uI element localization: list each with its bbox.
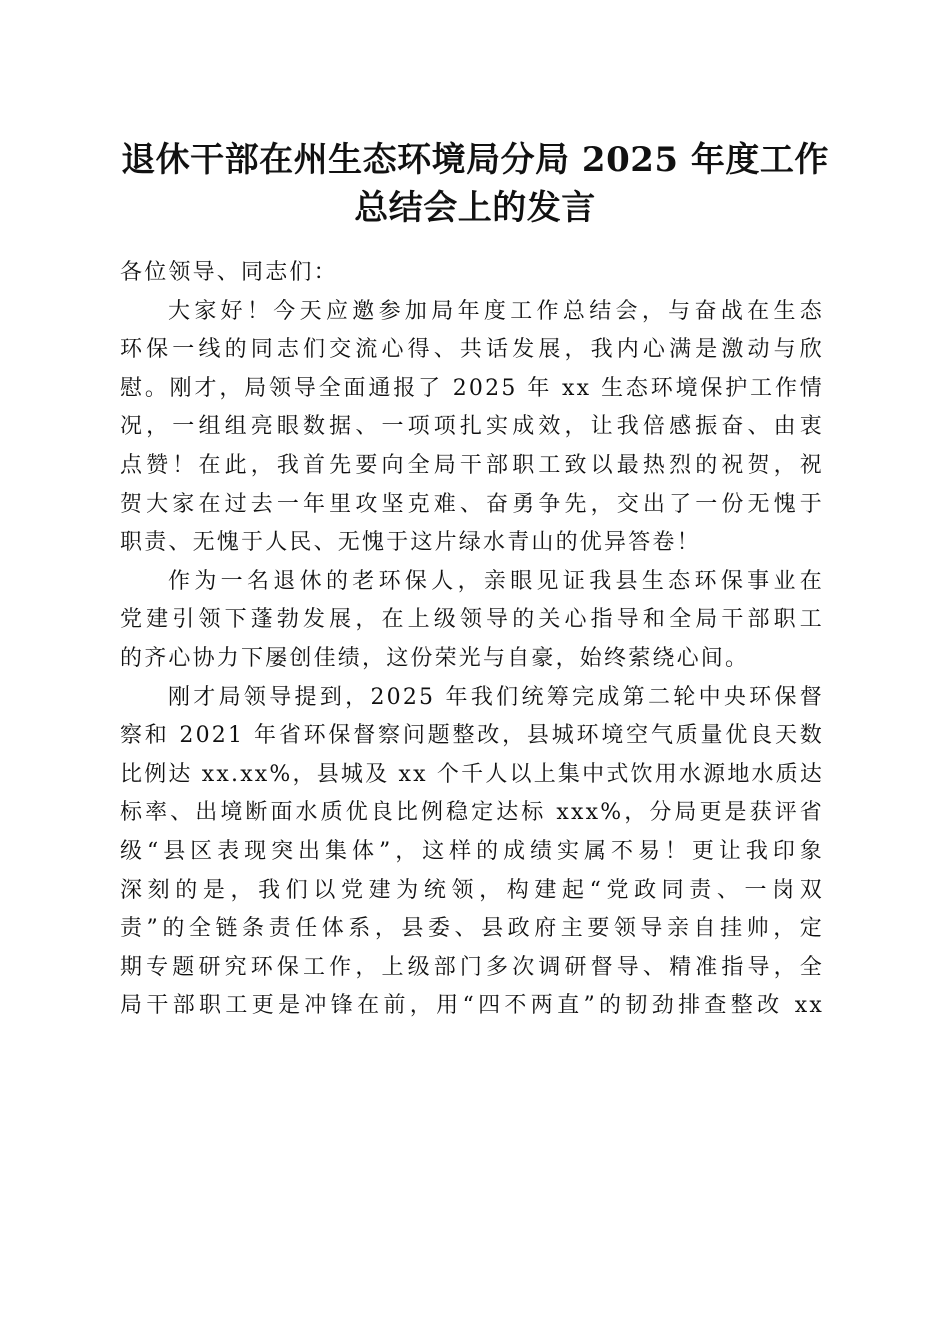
paragraph-line: 环保一线的同志们交流心得、共话发展，我内心满是激动与欣: [120, 337, 824, 363]
paragraph-line: 局干部职工更是冲锋在前，用“四不两直”的韧劲排查整改 xx: [120, 993, 824, 1019]
paragraph-line: 党建引领下蓬勃发展，在上级领导的关心指导和全局干部职工: [120, 607, 824, 633]
document-body: [120, 254, 824, 1026]
paragraph-line: 深刻的是，我们以党建为统领，构建起“党政同责、一岗双: [120, 877, 824, 903]
paragraph-line: 点赞！在此，我首先要向全局干部职工致以最热烈的祝贺，祝: [120, 452, 824, 478]
paragraph-line: 期专题研究环保工作，上级部门多次调研督导、精准指导，全: [120, 954, 824, 980]
paragraph-line: 慰。刚才，局领导全面通报了 2025 年 xx 生态环境保护工作情: [120, 375, 824, 401]
paragraph-2: [120, 563, 824, 679]
paragraph-line: 况，一组组亮眼数据、一项项扎实成效，让我倍感振奋、由衷: [120, 414, 824, 440]
paragraph-line: 责”的全链条责任体系，县委、县政府主要领导亲自挂帅，定: [120, 916, 824, 942]
paragraph-line: 刚才局领导提到，2025 年我们统筹完成第二轮中央环保督: [168, 684, 824, 710]
paragraph-line: 作为一名退休的老环保人，亲眼见证我县生态环保事业在: [168, 568, 824, 594]
paragraph-line: 大家好！今天应邀参加局年度工作总结会，与奋战在生态: [168, 298, 824, 324]
paragraph-1: [120, 293, 824, 563]
paragraph-line: 的齐心协力下屡创佳绩，这份荣光与自豪，始终萦绕心间。: [120, 645, 750, 671]
title-line-1: 退休干部在州生态环境局分局 2025 年度工作: [121, 140, 829, 180]
paragraph-line: 比例达 xx.xx%，县城及 xx 个千人以上集中式饮用水源地水质达: [120, 761, 825, 787]
title-line-2: 总结会上的发言: [354, 188, 596, 228]
paragraph-line: 贺大家在过去一年里攻坚克难、奋勇争先，交出了一份无愧于: [120, 491, 824, 517]
paragraph-line: 标率、出境断面水质优良比例稳定达标 xxx%，分局更是获评省: [120, 800, 824, 826]
paragraph-line: 级“县区表现突出集体”，这样的成绩实属不易！更让我印象: [120, 838, 824, 864]
paragraph-3: [120, 679, 824, 1026]
document-title: [100, 136, 850, 232]
salutation: 各位领导、同志们：: [120, 260, 338, 285]
paragraph-line: 职责、无愧于人民、无愧于这片绿水青山的优异答卷！: [120, 530, 701, 556]
paragraph-line: 察和 2021 年省环保督察问题整改，县城环境空气质量优良天数: [120, 723, 824, 749]
